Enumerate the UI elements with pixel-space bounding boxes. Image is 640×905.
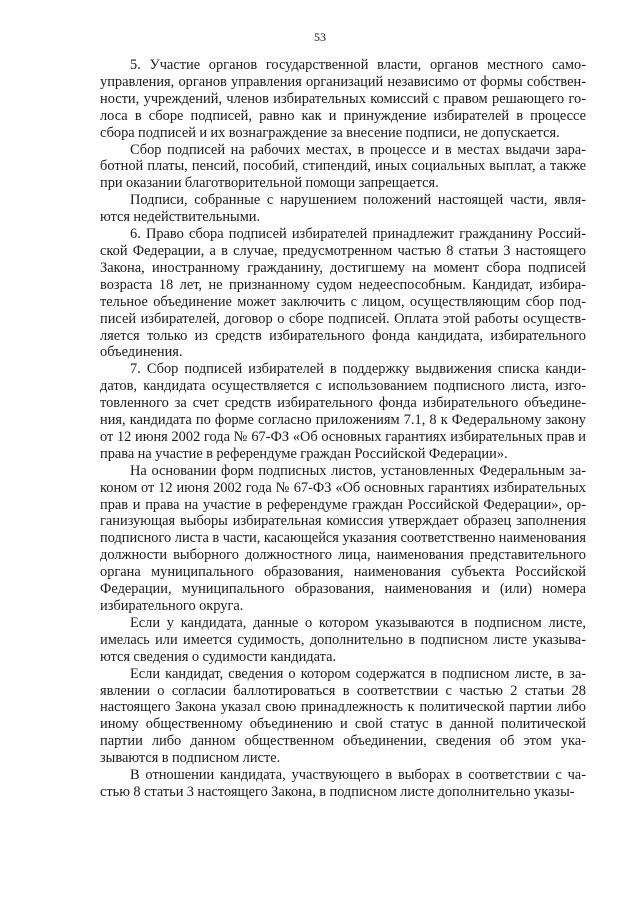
paragraph-invalid-signatures: Подписи, собранные с нарушением положений настоящей части, являются недействительными.: [100, 192, 586, 226]
document-body: [100, 57, 586, 801]
paragraph-party-affiliation: Если кандидат, сведения о котором содержатся в подписном листе, в заявлении о согласии баллотироваться в соответствии с частью 2 статьи 28 настоящего Закона указал свою принадлежность к политической партии либо иному общественному объединению и свой статус в данной политической партии либо данном общественном объединении, сведения об этом указываются в подписном листе.: [100, 665, 586, 767]
paragraph-workplace-ban: Сбор подписей на рабочих местах, в процессе и в местах выдачи заработной платы, пенсий, пособий, стипендий, иных социальных выплат, а также при оказании благотворительной помощи запрещается.: [100, 141, 586, 192]
paragraph-foreign-candidate: В отношении кандидата, участвующего в выборах в соответствии с частью 8 статьи 3 настоящего Закона, в подписном листе дополнительно указы-: [100, 767, 586, 800]
paragraph-5-participation: 5. Участие органов государственной власти, органов местного самоуправления, органов управления организаций независимо от формы собственности, учреждений, членов избирательных комиссий с правом решающего голоса в сборе подписей, равно как и принуждение избирателей в процессе сбора подписей и их вознаграждение за внесение подписи, не допускается.: [100, 57, 586, 141]
page-number: 53: [314, 30, 326, 44]
paragraph-7-signature-sheet: 7. Сбор подписей избирателей в поддержку выдвижения списка кандидатов, кандидата осуществляется с использованием подписного листа, изготовленного за счет средств избирательного фонда избирательного объединения, кандидата по форме согласно приложениям 7.1, 8 к Федеральному закону от 12 июня 2002 года № 67-ФЗ «Об основных гарантиях избирательных прав и права на участие в референдуме граждан Российской Федерации».: [100, 361, 586, 462]
paragraph-sheet-template: На основании форм подписных листов, установленных Федеральным законом от 12 июня 2002 года № 67-ФЗ «Об основных гарантиях избирательных прав и права на участие в референдуме граждан Российской Федерации», организующая выборы избирательная комиссия утверждает образец заполнения подписного листа в части, касающейся указания соответственно наименования должности выборного должностного лица, наименования представительного органа муниципального образования, наименования субъекта Российской Федерации, муниципального образования, наименования и (или) номера избирательного округа.: [100, 462, 586, 614]
paragraph-criminal-record: Если у кандидата, данные о котором указываются в подписном листе, имелась или имеется судимость, дополнительно в подписном листе указываются сведения о судимости кандидата.: [100, 614, 586, 665]
paragraph-6-collection-right: 6. Право сбора подписей избирателей принадлежит гражданину Российской Федерации, а в случае, предусмотренном частью 8 статьи 3 настоящего Закона, иностранному гражданину, достигшему на момент сбора подписей возраста 18 лет, не признанному судом недееспособным. Кандидат, избирательное объединение может заключить с лицом, осуществляющим сбор подписей избирателей, договор о сборе подписей. Оплата этой работы осуществляется только из средств избирательного фонда кандидата, избирательного объединения.: [100, 226, 586, 361]
